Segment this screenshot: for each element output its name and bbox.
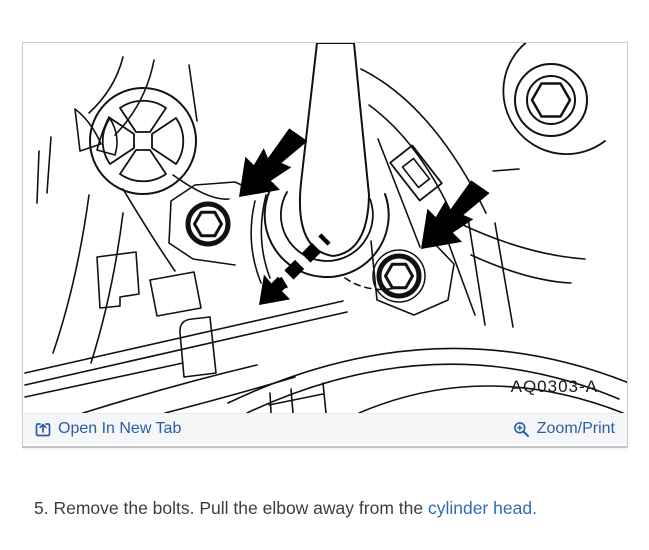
instruction-text: 5. Remove the bolts. Pull the elbow away from the <box>34 498 428 518</box>
viewer-toolbar <box>23 413 627 444</box>
zoom-print-label: Zoom/Print <box>536 420 615 437</box>
instruction-suffix: . <box>532 498 537 518</box>
instruction-step <box>34 498 537 519</box>
engine-diagram <box>23 43 627 413</box>
diagram-viewer-frame <box>22 42 628 448</box>
zoom-print-link[interactable] <box>513 420 615 438</box>
figure-label: AQ0303-A <box>510 377 598 396</box>
open-in-new-tab-link[interactable] <box>35 420 181 438</box>
box-arrow-up-icon <box>35 422 51 437</box>
open-in-new-tab-label: Open In New Tab <box>58 420 182 437</box>
cylinder-head-link[interactable]: cylinder head <box>427 498 533 518</box>
magnifier-plus-icon <box>513 421 530 438</box>
